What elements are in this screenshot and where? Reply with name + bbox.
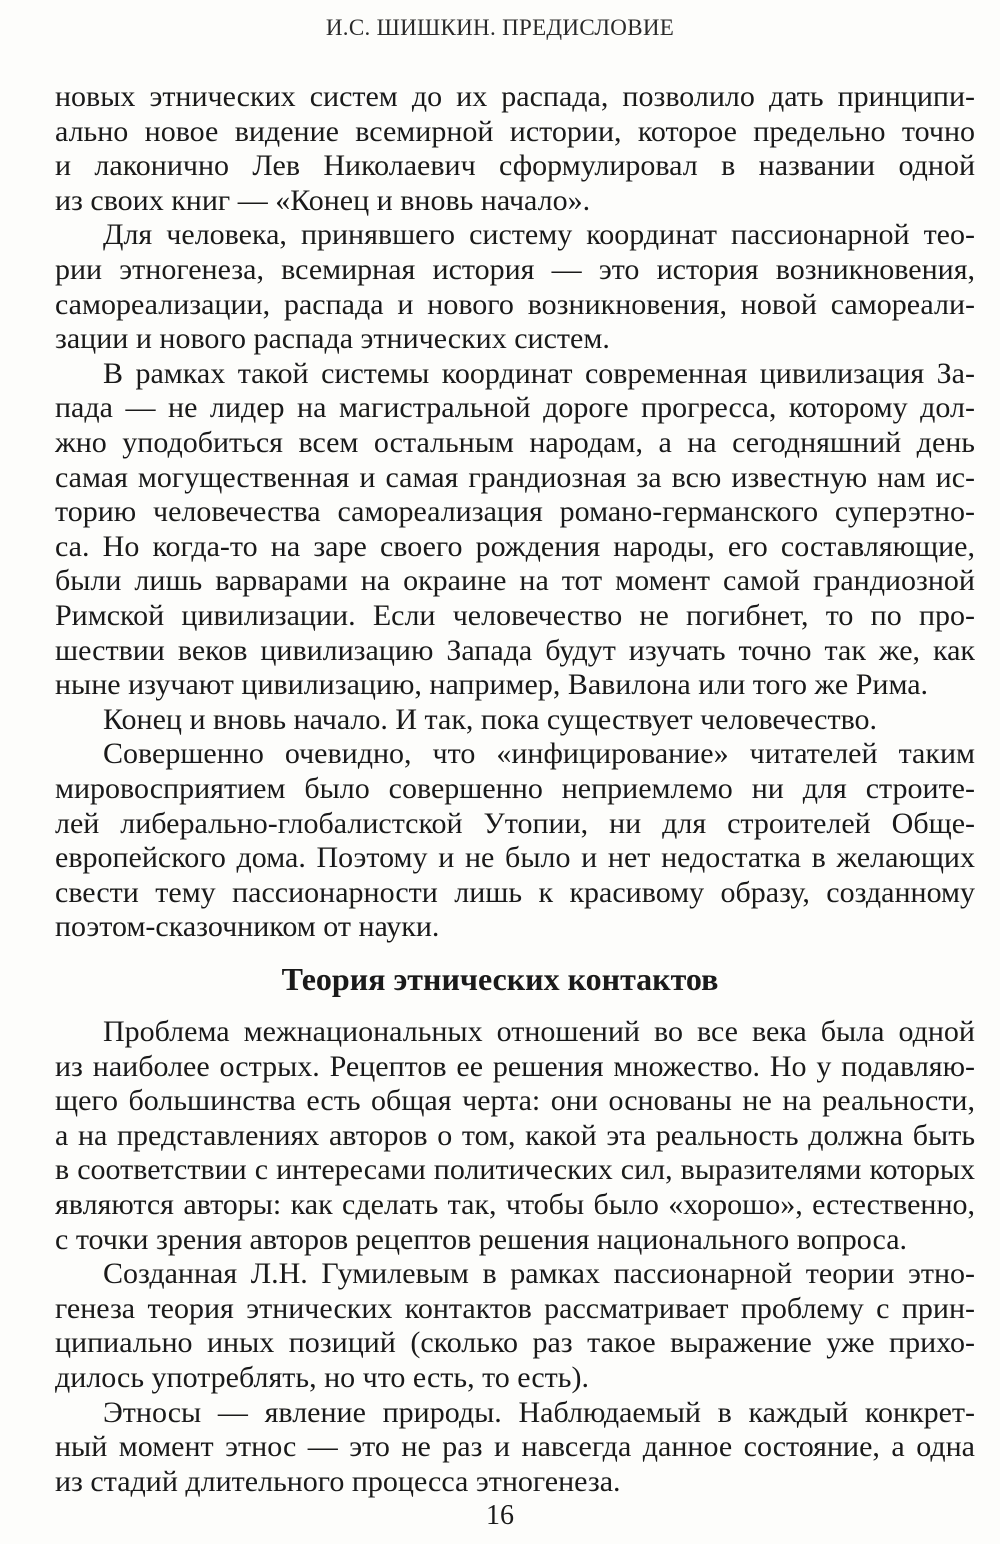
text-line: свести тему пассионарности лишь к красивому образу, созданному [55, 875, 975, 909]
text-line: торию человечества самореализация романо-германского суперэтно- [55, 495, 975, 529]
text-line: были лишь варварами на окраине на тот момент самой грандиозной [55, 564, 975, 598]
text-line: Для человека, принявшего систему координат пассионарной тео- [103, 218, 975, 252]
section-heading: Теория этнических контактов [281, 961, 719, 997]
text-line: жно уподобиться всем остальным народам, а на сегодняшний день [55, 426, 975, 459]
text-line: ныне изучают цивилизацию, например, Вавилона или того же Рима. [55, 668, 929, 702]
text-line: из наиболее острых. Рецептов ее решения множество. Но у подавляю- [55, 1049, 975, 1083]
text-line: щего большинства есть общая черта: они основаны не на реальности, [55, 1084, 975, 1118]
text-line: с точки зрения авторов рецептов решения национального вопроса. [55, 1222, 908, 1256]
text-line: ный момент этнос — это не раз и навсегда данное состояние, а одна [55, 1430, 975, 1464]
running-head: И.С. ШИШКИН. ПРЕДИСЛОВИЕ [325, 15, 675, 40]
text-line: самая могущественная и самая грандиозная за всю известную нам ис- [55, 460, 975, 494]
text-line: са. Но когда-то на заре своего рождения народы, его составляющие, [55, 529, 975, 563]
text-line: из стадий длительного процесса этногенеза. [55, 1464, 621, 1498]
text-line: Конец и вновь начало. И так, пока существует человечество. [103, 702, 878, 736]
text-line: в соответствии с интересами политических сил, выразителями которых [55, 1153, 975, 1187]
text-line: рии этногенеза, всемирная история — это история возникновения, [55, 253, 975, 286]
text-line: ально новое видение всемирной истории, которое предельно точно [55, 114, 975, 148]
text-line: дилось употреблять, но что есть, то есть). [55, 1361, 589, 1394]
text-line: шествии веков цивилизацию Запада будут изучать точно так же, как [55, 633, 975, 667]
text-line: Проблема межнациональных отношений во все века была одной [103, 1015, 975, 1048]
text-line: зации и нового распада этнических систем. [55, 322, 610, 356]
text-line: мировосприятием было совершенно неприемлемо ни для строите- [55, 772, 975, 805]
text-line: В рамках такой системы координат современная цивилизация За- [103, 356, 975, 390]
text-line: новых этнических систем до их распада, позволило дать принципи- [55, 80, 975, 113]
text-line: а на представлениях авторов о том, какой эта реальность должна быть [55, 1118, 975, 1152]
text-line: самореализации, распада и нового возникновения, новой самореали- [55, 287, 975, 321]
text-line: и лаконично Лев Николаевич сформулировал в названии одной [55, 149, 975, 183]
text-line: поэтом-сказочником от науки. [55, 910, 440, 944]
text-line: Созданная Л.Н. Гумилевым в рамках пассионарной теории этно- [103, 1257, 975, 1291]
text-line: из своих книг — «Конец и вновь начало». [55, 183, 591, 217]
text-line: пада — не лидер на магистральной дороге прогресса, которому дол- [55, 391, 975, 425]
page-number: 16 [486, 1500, 514, 1531]
text-line: Римской цивилизации. Если человечество не погибнет, то по про- [55, 599, 975, 632]
text-line: Этносы — явление природы. Наблюдаемый в каждый конкрет- [103, 1395, 975, 1429]
text-line: европейского дома. Поэтому и не было и нет недостатка в желающих [55, 841, 975, 875]
text-line: генеза теория этнических контактов рассматривает проблему с прин- [55, 1291, 975, 1325]
text-line: являются авторы: как сделать так, чтобы было «хорошо», естественно, [55, 1188, 975, 1221]
text-line: лей либерально-глобалистской Утопии, ни для строителей Обще- [55, 806, 975, 840]
text-line: ципиально иных позиций (сколько раз такое выражение уже прихо- [55, 1326, 975, 1360]
text-line: Совершенно очевидно, что «инфицирование» читателей таким [103, 737, 975, 771]
